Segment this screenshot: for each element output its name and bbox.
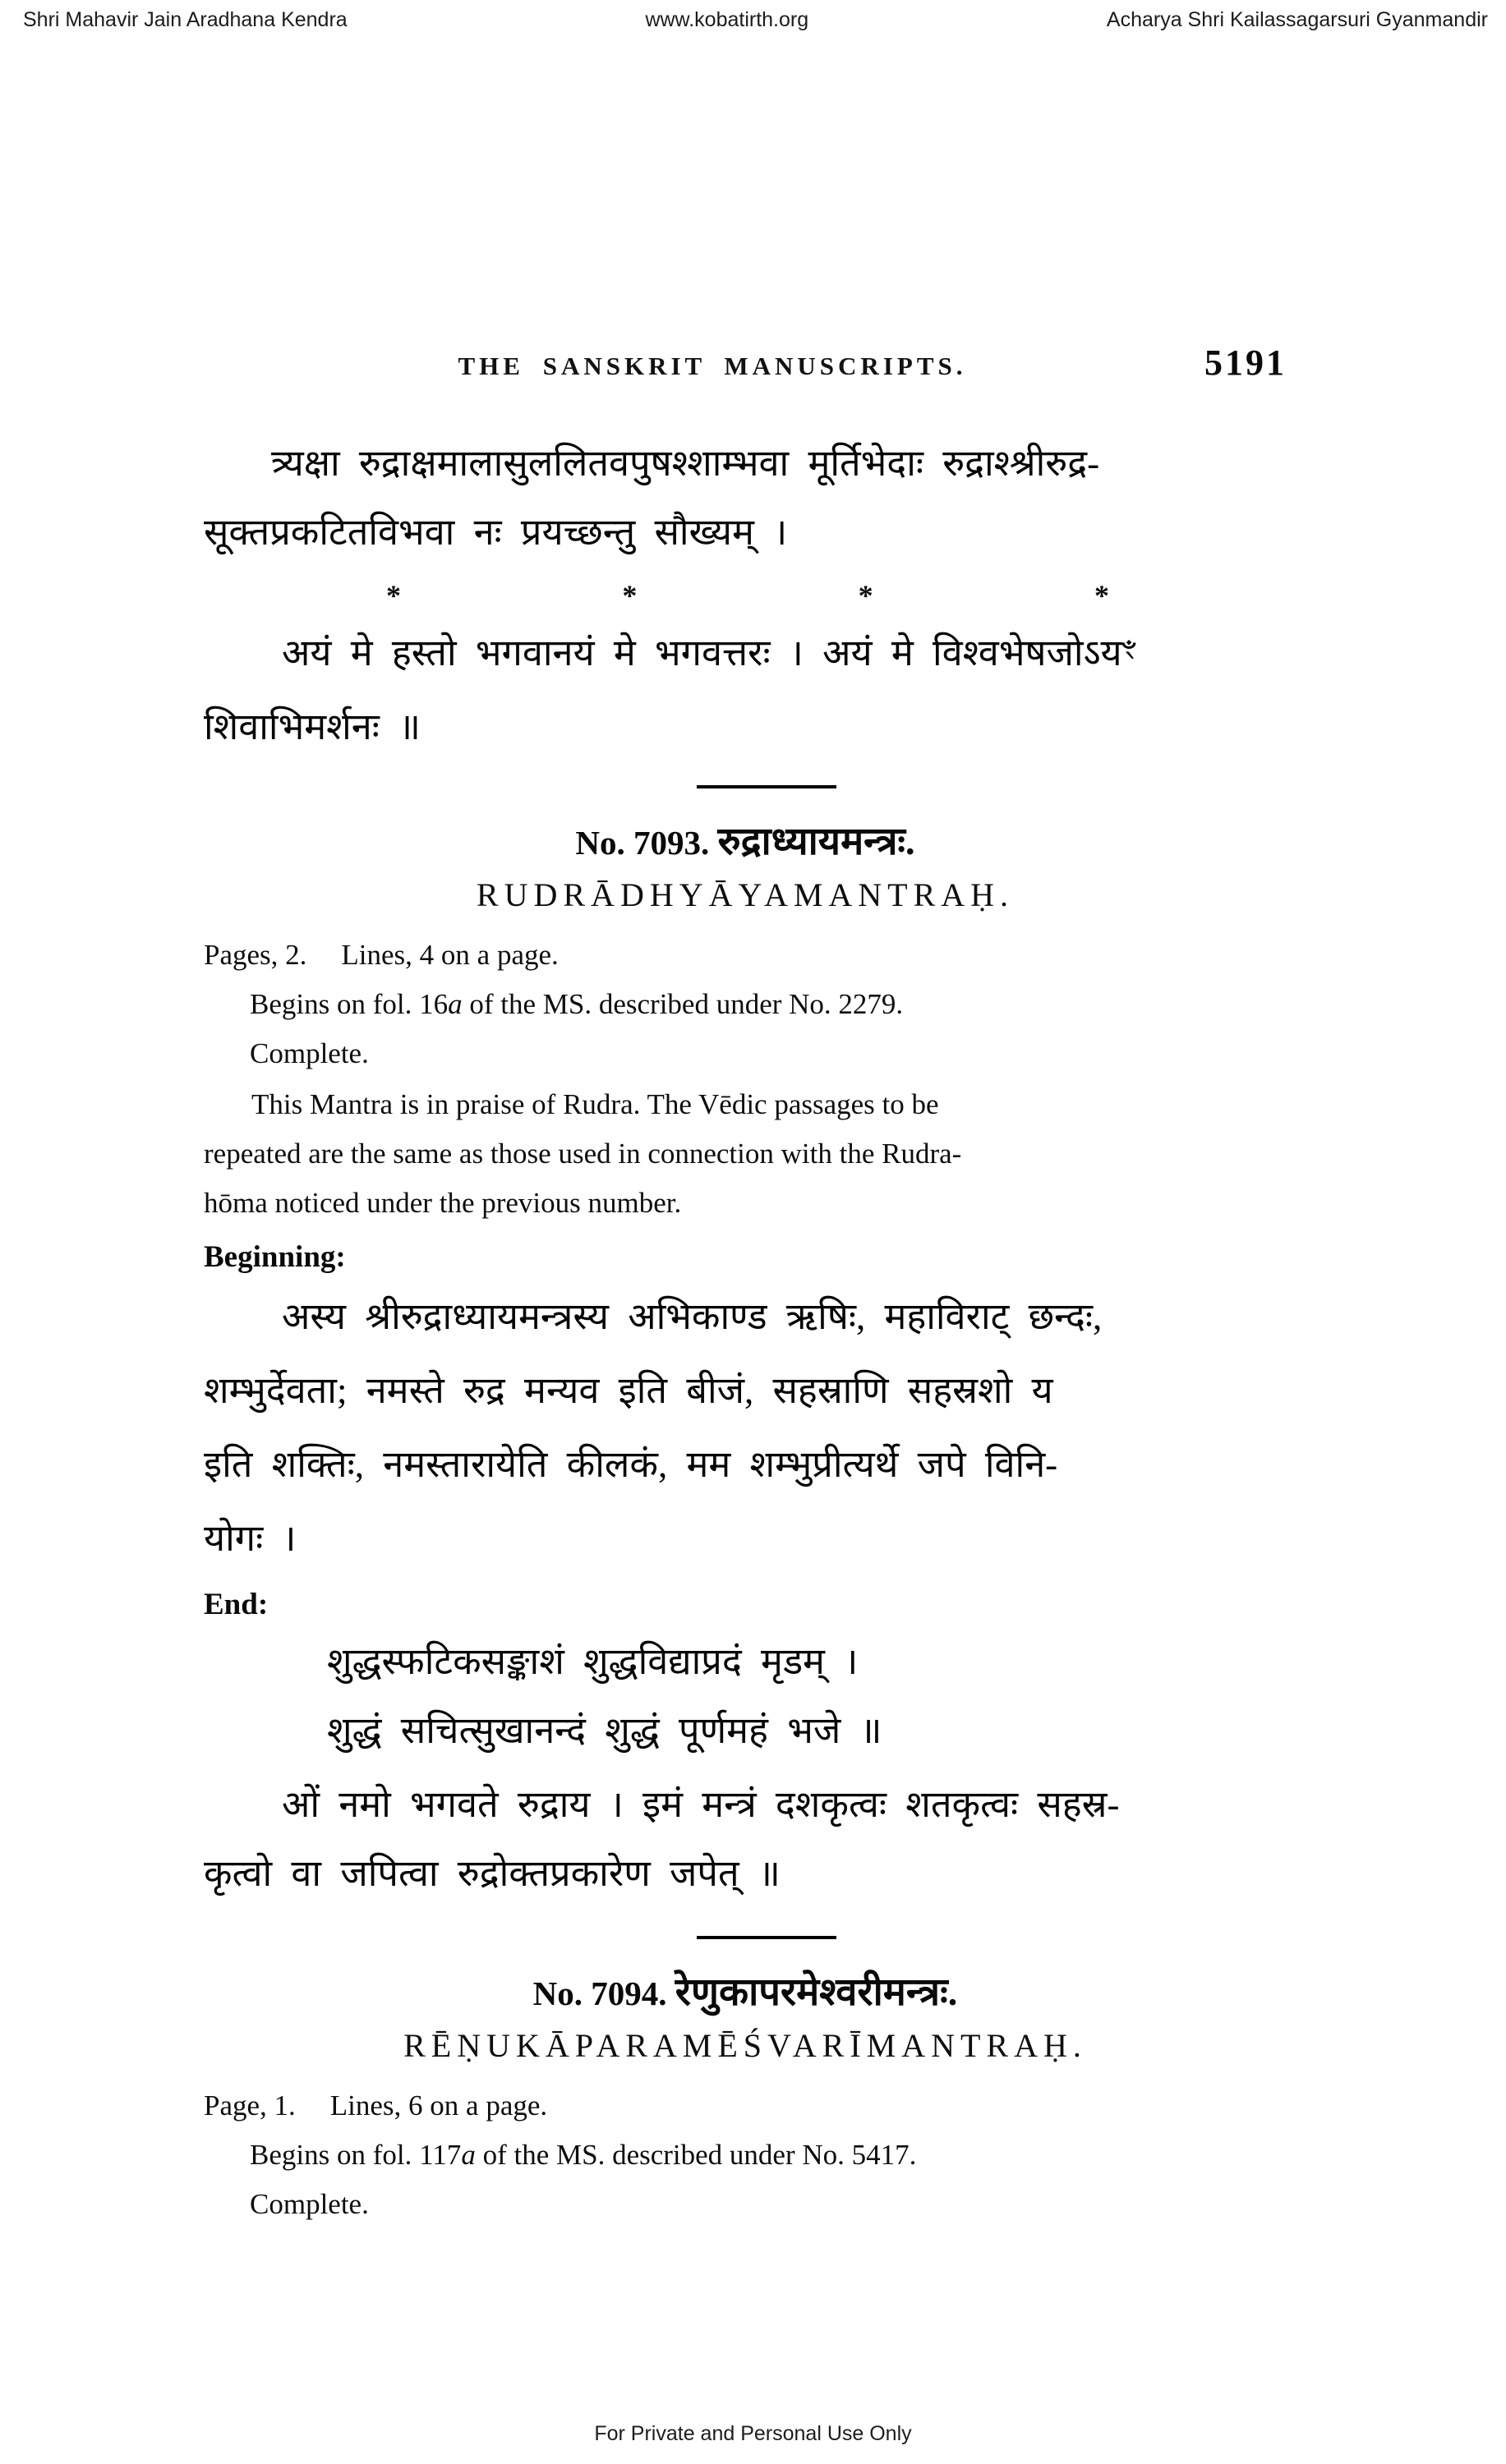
running-title-row: [204, 343, 1287, 386]
begins-text: Begins on fol. 117: [250, 2139, 462, 2171]
asterisk-glyph: *: [622, 579, 638, 612]
devanagari-line: शिवाभिमर्शनः ॥: [204, 706, 421, 747]
entry-7093-description: [204, 1080, 1287, 1228]
invocation-verse: [204, 429, 1287, 567]
section-divider-rule: [697, 785, 836, 788]
entry-7093-heading: [204, 813, 1287, 866]
header-left-text: Shri Mahavir Jain Aradhana Kendra: [23, 8, 348, 31]
devanagari-line: योगः ।: [204, 1518, 297, 1559]
entry-7093-end-verse: [204, 1627, 1287, 1765]
page-body: [204, 0, 1287, 2229]
running-title: THE SANSKRIT MANUSCRIPTS.: [458, 352, 967, 380]
description-line: hōma noticed under the previous number.: [204, 1187, 682, 1219]
asterisk-glyph: *: [386, 579, 401, 612]
begins-row: [204, 980, 1287, 1029]
pages-value: Pages, 2.: [204, 939, 307, 971]
section-divider-rule: [697, 1936, 836, 1939]
description-line: This Mantra is in praise of Rudra. The Vēdic passages to be: [251, 1088, 939, 1120]
entry-title-devanagari: रेणुकापरमेश्वरीमन्त्रः.: [675, 1971, 958, 2014]
begins-text-rest: of the MS. described under No. 2279.: [462, 988, 904, 1020]
pages-value: Page, 1.: [204, 2089, 296, 2122]
begins-row: [204, 2131, 1287, 2180]
asterisk-glyph: *: [858, 579, 873, 612]
end-label: End:: [204, 1588, 269, 1621]
devanagari-line: ओं नमो भगवते रुद्राय । इमं मन्त्रं दशकृत्वः शतकृत्वः सहस्र-: [282, 1784, 1120, 1825]
devanagari-line: कृत्वो वा जपित्वा रुद्रोक्तप्रकारेण जपेत् ॥: [204, 1853, 781, 1894]
entry-7093-title-roman: RUDRĀDHYĀYAMANTRAḤ.: [476, 876, 1015, 913]
entry-7093-beginning-text: [204, 1280, 1287, 1575]
devanagari-line: त्र्यक्षा रुद्राक्षमालासुललितवपुषश्शाम्भवा मूर्तिभेदाः रुद्राश्श्रीरुद्र-: [271, 443, 1100, 484]
devanagari-line: शम्भुर्देवता; नमस्ते रुद्र मन्यव इति बीजं, सहस्राणि सहस्रशो य: [204, 1370, 1053, 1411]
entry-7094-meta: [204, 2081, 1287, 2229]
completeness-row: Complete.: [250, 1037, 369, 1069]
devanagari-line: अस्य श्रीरुद्राध्यायमन्त्रस्य अभिकाण्ड ऋषिः, महाविराट् छन्दः,: [282, 1296, 1103, 1337]
pages-lines-row: [204, 931, 1287, 980]
beginning-label: Beginning:: [204, 1240, 346, 1274]
invocation-mantra: [204, 616, 1287, 764]
folio-letter: a: [461, 2139, 476, 2171]
devanagari-line: अयं मे हस्तो भगवानयं मे भगवत्तरः । अयं मे विश्वभेषजोऽयꣳ: [282, 632, 1136, 673]
entry-7094-heading: [204, 1964, 1287, 2016]
devanagari-line: शुद्धं सचित्सुखानन्दं शुद्धं पूर्णमहं भजे ॥: [327, 1710, 882, 1751]
entry-7093-meta: [204, 931, 1287, 1078]
lines-value: Lines, 6 on a page.: [329, 2089, 548, 2122]
entry-number: No. 7094.: [532, 1974, 667, 2012]
header-right-text: Acharya Shri Kailassagarsuri Gyanmandir: [1106, 8, 1488, 31]
entry-7094-title-roman: RĒṆUKĀPARAMĒŚVARĪMANTRAḤ.: [403, 2027, 1087, 2064]
devanagari-line: सूक्तप्रकटितविभवा नः प्रयच्छन्तु सौख्यम् ।: [204, 512, 788, 553]
header-center-url: www.kobatirth.org: [645, 8, 809, 31]
completeness-row: Complete.: [250, 2188, 369, 2220]
entry-7093-end-paragraph: [204, 1770, 1287, 1908]
devanagari-line: शुद्धस्फटिकसङ्काशं शुद्धविद्याप्रदं मृडम् ।: [327, 1641, 859, 1682]
lines-value: Lines, 4 on a page.: [341, 939, 559, 971]
page-number: 5191: [1204, 342, 1287, 383]
pages-lines-row: [204, 2081, 1287, 2131]
begins-text-rest: of the MS. described under No. 5417.: [475, 2139, 917, 2171]
scan-footer: For Private and Personal Use Only: [594, 2422, 912, 2445]
description-line: repeated are the same as those used in connection with the Rudra-: [204, 1138, 962, 1170]
folio-letter: a: [448, 988, 463, 1020]
devanagari-line: इति शक्तिः, नमस्तारायेति कीलकं, मम शम्भुप्रीत्यर्थे जपे विनि-: [204, 1444, 1058, 1485]
asterisk-glyph: *: [1094, 579, 1109, 612]
begins-text: Begins on fol. 16: [250, 988, 449, 1020]
entry-number: No. 7093.: [575, 824, 710, 862]
asterisk-separator: [386, 578, 1109, 614]
entry-title-devanagari: रुद्राध्यायमन्त्रः.: [717, 821, 915, 863]
